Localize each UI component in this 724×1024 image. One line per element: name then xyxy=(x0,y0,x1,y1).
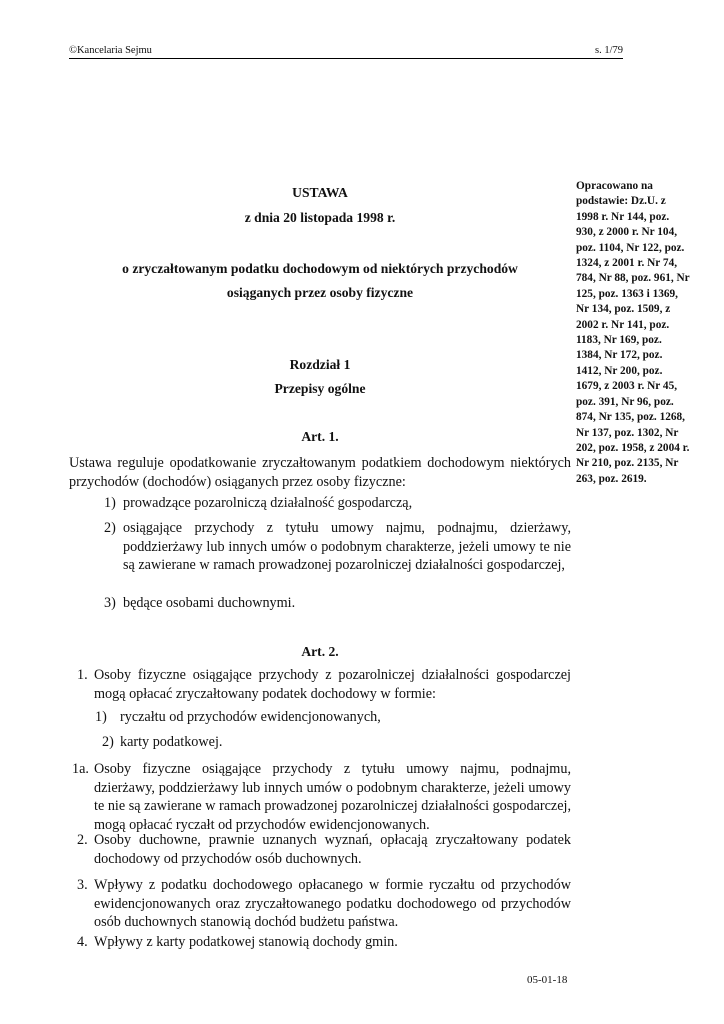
page-number: s. 1/79 xyxy=(594,45,623,56)
act-type: USTAWA xyxy=(292,185,348,200)
paragraph-number: 2. xyxy=(77,832,88,848)
paragraph-text: Osoby duchowne, prawnie uznanych wyznań, opłacają zryczałtowany podatek dochodowy od przychodów osób duchownych. xyxy=(94,832,571,867)
list-text: prowadzące pozarolniczą działalność gospodarczą, xyxy=(123,495,413,511)
list-number: 3) xyxy=(104,595,116,611)
list-text: karty podatkowej. xyxy=(120,734,223,750)
paragraph-text: Wpływy z podatku dochodowego opłacanego w formie ryczałtu od przychodów ewidencjonowanych oraz zryczałtowanego podatku dochodowego od przychodów osób duchownych stanowią dochód budżetu państwa. xyxy=(94,877,571,931)
list-text: będące osobami duchownymi. xyxy=(123,595,296,611)
paragraph-number: 1. xyxy=(77,667,88,683)
art2-paragraph-2 xyxy=(77,831,571,868)
list-number: 1) xyxy=(95,709,107,725)
paragraph-number: 3. xyxy=(77,877,88,893)
act-subject-line-1: o zryczałtowanym podatku dochodowym od niektórych przychodów xyxy=(122,261,518,276)
art1-item-2 xyxy=(104,519,571,575)
act-date: z dnia 20 listopada 1998 r. xyxy=(244,210,396,225)
art2-p1-item-1 xyxy=(95,708,571,727)
art2-paragraph-1a xyxy=(72,760,571,834)
art2-paragraph-1 xyxy=(77,666,571,703)
list-number: 1) xyxy=(104,495,116,511)
chapter-name: Przepisy ogólne xyxy=(274,381,366,396)
paragraph-number: 4. xyxy=(77,934,88,950)
art1-item-1 xyxy=(104,494,571,513)
paragraph-text: Osoby fizyczne osiągające przychody z pozarolniczej działalności gospodarczej mogą opłacać zryczałtowany podatek dochodowy w formie: xyxy=(94,667,571,702)
page-header xyxy=(69,44,623,59)
page-footer-date: 05-01-18 xyxy=(527,974,568,986)
list-text: ryczałtu od przychodów ewidencjonowanych, xyxy=(120,709,381,725)
list-number: 2) xyxy=(104,520,116,536)
art1-heading: Art. 1. xyxy=(301,429,339,444)
paragraph-text: Osoby fizyczne osiągające przychody z tytułu umowy najmu, podnajmu, dzierżawy, poddzierżawy lub innych umów o podobnym charakterze, jeżeli umowy te nie są zawierane w ramach prowadzonej pozarolniczej działalności gospodarczej, mogą opłacać ryczałt od przychodów ewidencjonowanych. xyxy=(94,761,571,833)
art2-heading: Art. 2. xyxy=(301,644,339,659)
art2-p1-item-2 xyxy=(102,733,571,752)
list-text: osiągające przychody z tytułu umowy najmu, podnajmu, dzierżawy, poddzierżawy lub innych umów o podobnym charakterze, jeżeli umowy te nie są zawierane w ramach prowadzonej pozarolniczej działalności gospodarczej, xyxy=(123,520,571,574)
art1-item-3 xyxy=(104,594,571,613)
paragraph-number: 1a. xyxy=(72,761,89,777)
paragraph-text: Wpływy z karty podatkowej stanowią dochody gmin. xyxy=(94,934,398,950)
publisher-label: ©Kancelaria Sejmu xyxy=(69,45,152,56)
list-number: 2) xyxy=(102,734,114,750)
art2-paragraph-3 xyxy=(77,876,571,932)
chapter-number: Rozdział 1 xyxy=(289,357,351,372)
art1-intro: Ustawa reguluje opodatkowanie zryczałtowanym podatkiem dochodowym niektórych przychodów (dochodów) osiąganych przez osoby fizyczne: xyxy=(69,455,571,490)
source-note: Opracowano na podstawie: Dz.U. z 1998 r. Nr 144, poz. 930, z 2000 r. Nr 104, poz. 1104, Nr 122, poz. 1324, z 2001 r. Nr 74, 784, Nr 88, poz. 961, Nr 125, poz. 1363 i 1369, Nr 134, poz. 1509, z 2002 r. Nr 141, poz. 1183, Nr 169, poz. 1384, Nr 172, poz. 1412, Nr 200, poz. 1679, z 2003 r. Nr 45, poz. 391, Nr 96, poz. 874, Nr 135, poz. 1268, Nr 137, poz. 1302, Nr 202, poz. 1958, z 2004 r. Nr 210, poz. 2135, Nr 263, poz. 2619. xyxy=(576,180,690,485)
art2-paragraph-4 xyxy=(77,933,571,952)
act-subject-line-2: osiąganych przez osoby fizyczne xyxy=(226,285,414,300)
